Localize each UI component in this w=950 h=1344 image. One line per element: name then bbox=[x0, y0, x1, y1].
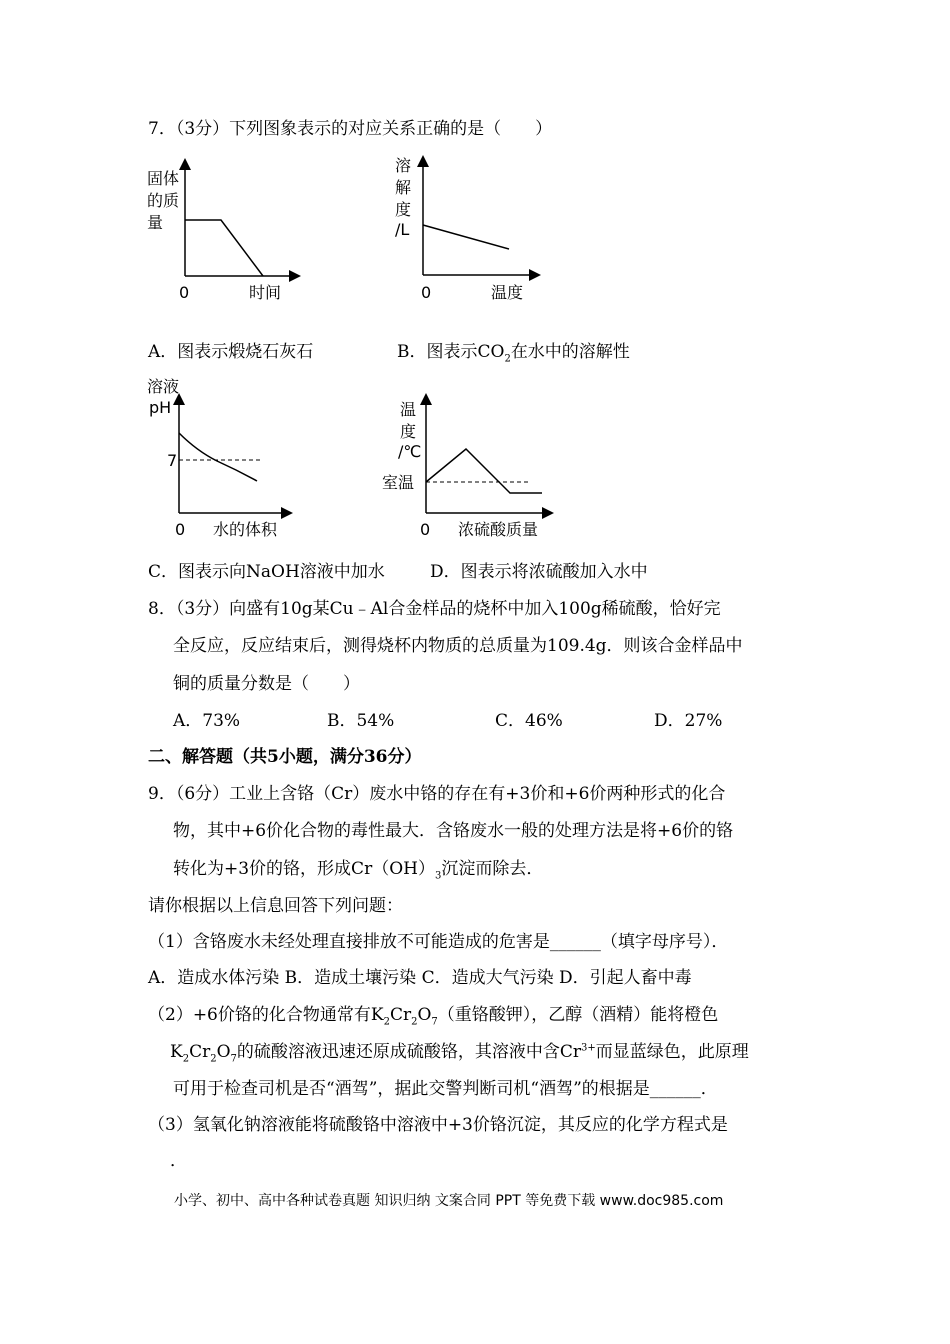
chart-d-svg bbox=[380, 395, 560, 545]
q8-option-a: A．73% bbox=[173, 711, 241, 731]
chart-b-ylabel-3: 度 bbox=[395, 200, 412, 219]
q9-part-3-end: ． bbox=[170, 1151, 187, 1171]
chart-c-xlabel: 水的体积 bbox=[213, 520, 278, 539]
chart-c-origin: 0 bbox=[175, 520, 186, 539]
chart-b-curve bbox=[423, 225, 509, 249]
q7-stem: 7．（3分）下列图象表示的对应关系正确的是（ ） bbox=[148, 119, 553, 139]
chart-b-svg bbox=[393, 155, 553, 305]
q9-p2-l2-c: O bbox=[216, 1042, 231, 1062]
chart-b-ylabel-2: 解 bbox=[395, 178, 412, 197]
q9-part-2-line-3: 可用于检查司机是否“酒驾”，据此交警判断司机“酒驾”的根据是______． bbox=[173, 1079, 718, 1099]
q9-p2-l2-a: K bbox=[170, 1042, 183, 1062]
chart-d-xlabel: 浓硫酸质量 bbox=[458, 520, 539, 539]
chart-a-origin: 0 bbox=[179, 283, 190, 302]
chart-c-tick-7: 7 bbox=[167, 451, 178, 470]
q9-line-3-sub: 3 bbox=[434, 870, 442, 882]
q9-line-2: 物，其中+6价化合物的毒性最大．含铬废水一般的处理方法是将+6价的铬 bbox=[173, 821, 734, 841]
chart-d-ylabel-2: 度 bbox=[400, 422, 417, 441]
chart-a-svg bbox=[145, 158, 305, 308]
q9-part-2-line-2 bbox=[170, 1041, 749, 1063]
q7-option-b bbox=[397, 341, 630, 363]
chart-b-ylabel-1: 溶 bbox=[395, 156, 412, 175]
chart-c-svg bbox=[147, 377, 307, 542]
chart-c-curve bbox=[179, 433, 257, 481]
q7-option-b-sub: 2 bbox=[504, 353, 511, 365]
q8-option-b: B．54% bbox=[327, 711, 395, 731]
chart-d bbox=[380, 395, 560, 545]
page-footer: 小学、初中、高中各种试卷真题 知识归纳 文案合同 PPT 等免费下载 www.doc985.com bbox=[174, 1193, 724, 1209]
q9-p2-l1-s3: 7 bbox=[431, 1016, 438, 1028]
chart-a bbox=[145, 158, 305, 308]
q8-line-3: 铜的质量分数是（ ） bbox=[173, 674, 360, 694]
q9-p2-l2-e: 而显蓝绿色，此原理 bbox=[595, 1042, 749, 1062]
chart-a-xlabel: 时间 bbox=[249, 283, 282, 302]
q9-p2-l1-s2: 2 bbox=[411, 1016, 418, 1028]
chart-b bbox=[393, 155, 553, 305]
q9-part-2-line-1 bbox=[148, 1004, 718, 1026]
chart-d-ylabel-3: /℃ bbox=[398, 442, 422, 461]
chart-c-ylabel-1: 溶液 bbox=[147, 377, 180, 396]
q9-p2-l1-c: O bbox=[417, 1005, 432, 1025]
section-2-heading: 二、解答题（共5小题，满分36分） bbox=[148, 747, 422, 767]
chart-a-curve bbox=[185, 220, 263, 276]
q8-option-d: D．27% bbox=[654, 711, 723, 731]
q7-option-c: C．图表示向NaOH溶液中加水 bbox=[148, 562, 385, 582]
q8-line-2: 全反应，反应结束后，测得烧杯内物质的总质量为109.4g．则该合金样品中 bbox=[173, 636, 743, 656]
q8-line-1: 8．（3分）向盛有10g某Cu﹣Al合金样品的烧杯中加入100g稀硫酸，恰好完 bbox=[148, 599, 721, 619]
q9-intro: 请你根据以上信息回答下列问题： bbox=[148, 896, 403, 916]
q9-line-3-post: 沉淀而除去． bbox=[441, 859, 544, 879]
chart-d-origin: 0 bbox=[420, 520, 431, 539]
chart-a-ylabel-1: 固体 bbox=[147, 169, 180, 188]
q8-option-c: C．46% bbox=[495, 711, 563, 731]
q7-option-b-post: 在水中的溶解性 bbox=[510, 342, 630, 362]
chart-d-tick-room: 室温 bbox=[382, 473, 415, 492]
q9-p2-l2-d: 的硫酸溶液迅速还原成硫酸铬，其溶液中含Cr bbox=[236, 1042, 582, 1062]
q9-part-3: （3）氢氧化钠溶液能将硫酸铬中溶液中+3价铬沉淀，其反应的化学方程式是 bbox=[148, 1115, 728, 1135]
q9-p2-l2-s2: 2 bbox=[210, 1053, 217, 1065]
q9-line-3-pre: 转化为+3价的铬，形成Cr（OH） bbox=[173, 859, 435, 879]
q9-p2-l1-a: （2）+6价铬的化合物通常有K bbox=[148, 1005, 384, 1025]
q9-p2-l1-s1: 2 bbox=[383, 1016, 390, 1028]
q9-p2-l1-d: （重铬酸钾），乙醇（酒精）能将橙色 bbox=[437, 1005, 719, 1025]
q9-p2-l2-s1: 2 bbox=[182, 1053, 190, 1065]
q9-p2-l2-s3: 7 bbox=[230, 1053, 237, 1065]
chart-d-curve bbox=[426, 449, 542, 493]
q9-p2-l2-sup: 3+ bbox=[581, 1042, 596, 1054]
chart-b-origin: 0 bbox=[421, 283, 432, 302]
q9-part-1-options: A．造成水体污染 B．造成土壤污染 C．造成大气污染 D．引起人畜中毒 bbox=[148, 968, 692, 988]
q9-p2-l2-b: Cr bbox=[189, 1042, 211, 1062]
chart-b-ylabel-4: /L bbox=[395, 220, 410, 239]
q7-option-d: D．图表示将浓硫酸加入水中 bbox=[430, 562, 648, 582]
q9-p2-l1-b: Cr bbox=[389, 1005, 412, 1025]
q9-part-1: （1）含铬废水未经处理直接排放不可能造成的危害是______（填字母序号）． bbox=[148, 932, 729, 952]
chart-c bbox=[147, 377, 307, 542]
chart-b-xlabel: 温度 bbox=[491, 283, 524, 302]
q7-option-b-pre: B．图表示CO bbox=[397, 342, 505, 362]
q9-line-3 bbox=[173, 858, 543, 880]
q9-line-1: 9．（6分）工业上含铬（Cr）废水中铬的存在有+3价和+6价两种形式的化合 bbox=[148, 784, 726, 804]
chart-a-ylabel-2: 的质 bbox=[147, 191, 180, 210]
q7-option-a: A．图表示煅烧石灰石 bbox=[148, 342, 314, 362]
chart-d-ylabel-1: 温 bbox=[400, 400, 417, 419]
chart-a-ylabel-3: 量 bbox=[147, 213, 164, 232]
chart-c-ylabel-2: pH bbox=[149, 398, 172, 417]
